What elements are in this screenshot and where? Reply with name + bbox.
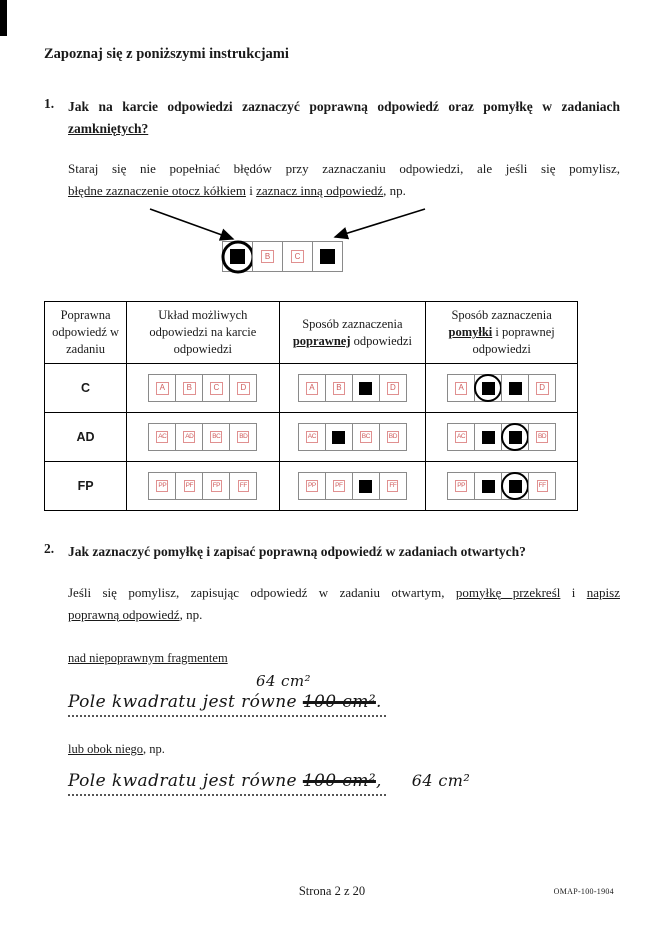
answer-cell [202,374,230,402]
answer-strip [447,374,556,402]
answer-cell [447,423,475,451]
answer-option-label: FF [537,480,548,493]
answer-strip [148,423,257,451]
section-2-paragraph [68,582,620,626]
answer-strip [298,374,407,402]
answer-option-label: PP [306,480,318,493]
answer-cell [222,241,253,272]
answer-cell [298,374,326,402]
answer-strip [447,472,556,500]
answer-option-label: FP [211,480,223,493]
answer-cell [474,423,502,451]
answer-option-label: AC [156,431,168,444]
crossed-out-value: 100 cm² [302,770,376,791]
mistake-circle-icon [501,423,529,451]
item-2-number: 2. [44,541,55,556]
answer-key-cell: C [45,364,127,413]
crossed-out-value: 100 cm² [302,691,376,712]
answer-option-label: A [306,382,318,395]
answer-cell [229,423,257,451]
mistake-circle-icon [501,472,529,500]
answer-option-label: AC [306,431,318,444]
answer-key-cell: AD [45,413,127,462]
section-1-paragraph-line1: Staraj się nie popełniać błędów przy zaznaczaniu odpowiedzi, ale jeśli się pomylisz, [68,161,620,177]
item-2-heading: Jak zaznaczyć pomyłkę i zapisać poprawną odpowiedź w zadaniach otwartych? [68,544,526,559]
punctuation: . [375,691,382,712]
paragraph-ending: , np. [383,183,406,199]
answer-option-label: D [237,382,250,395]
answer-option-label: PP [455,480,467,493]
label-above-fragment: nad niepoprawnym fragmentem [68,650,228,665]
answer-cell [325,374,353,402]
answer-option-label: BC [360,431,372,444]
filled-mark-icon [359,480,372,493]
answer-option-label: AD [183,431,195,444]
answer-cell [252,241,283,272]
section-2-paragraph-line2 [68,607,202,622]
section-1-paragraph [68,158,620,202]
answer-option-label: D [387,382,400,395]
punctuation: , [375,770,382,791]
underlined-phrase-correct-answer: poprawną odpowiedź [68,606,180,622]
item-1-heading [68,96,620,139]
answer-option-label: PP [156,480,168,493]
mistake-strip-cell [426,462,578,511]
answer-cell [298,472,326,500]
item-1-heading-line1: Jak na karcie odpowiedzi zaznaczyć poprawną odpowiedź oraz pomyłkę w zadaniach [68,99,620,114]
answer-cell [312,241,343,272]
answer-cell [447,472,475,500]
answer-cell [379,374,407,402]
filled-mark-icon [482,431,495,444]
header-mistake-marking: Sposób zaznaczenia pomyłki i poprawnej odpowiedzi [426,302,578,364]
answer-option-label: BD [536,431,548,444]
answer-cell [229,374,257,402]
conjunction: i [245,183,257,199]
header-correct-answer: Poprawna odpowiedź w zadaniu [45,302,127,364]
answer-option-label: A [156,382,168,395]
answer-cell [528,423,556,451]
answer-option-label: AC [455,431,467,444]
layout-strip-cell [127,413,279,462]
handwritten-text: Pole kwadratu jest równe [68,691,303,712]
conjunction: i [560,584,587,600]
answer-strip [298,472,407,500]
answer-option-label: PF [333,480,345,493]
underlined-phrase-circle-mistake: błędne zaznaczenie otocz kółkiem [68,183,246,199]
answer-cell [148,472,176,500]
answer-option-label: FF [238,480,249,493]
page-footer [0,884,664,904]
filled-mark-icon [359,382,372,395]
instruction-item-2 [44,541,620,563]
answer-cell [148,423,176,451]
table-row [45,413,578,462]
correct-strip-cell [279,413,426,462]
underlined-phrase-mark-other: zaznacz inną odpowiedź [256,183,384,199]
emphasized-word-correct: poprawnej [292,333,351,348]
paragraph-ending: , np. [179,606,203,622]
answer-cell [325,423,353,451]
answer-option-label: A [455,382,467,395]
mistake-circle-icon [221,240,254,273]
marking-instructions-table [44,301,578,511]
answer-option-label: B [183,382,195,395]
answer-strip [148,472,257,500]
filled-mark-icon [509,382,522,395]
page-content [44,46,620,796]
table-row [45,462,578,511]
answer-cell [528,374,556,402]
answer-option-label: BD [387,431,399,444]
section-2-paragraph-line1: Jeśli się pomylisz, zapisując odpowiedź w zadaniu otwartym, pomyłkę przekreśl i napisz [68,584,620,600]
answer-cell [148,374,176,402]
answer-strip [447,423,556,451]
answer-cell [202,472,230,500]
filled-mark-icon [332,431,345,444]
item-1-heading-underlined: zamkniętych? [68,120,149,136]
answer-strip [298,423,407,451]
handwritten-sentence-2 [68,771,620,796]
answer-option-label: D [536,382,549,395]
answer-option-label: C [210,382,223,395]
answer-option-label: BC [210,431,222,444]
table-row [45,364,578,413]
handwritten-text: Pole kwadratu jest równe [68,770,303,791]
emphasized-word-mistake: pomyłki [448,325,493,340]
correct-strip-cell [279,462,426,511]
handwritten-correction-beside: 64 cm² [411,770,471,790]
pointer-arrows-icon [134,207,474,245]
scan-edge-mark [0,0,7,36]
table-header-row [45,302,578,364]
answer-cell [474,472,502,500]
answer-cell [501,423,529,451]
answer-cell [175,374,203,402]
answer-cell [528,472,556,500]
answer-cell [474,374,502,402]
answer-option-label: BD [237,431,249,444]
answer-option-label: FF [387,480,398,493]
handwritten-correction-above: 64 cm² [256,671,311,690]
answer-cell [352,472,380,500]
answer-cell [352,374,380,402]
section-1-paragraph-line2 [68,183,406,198]
answer-option-label: B [333,382,345,395]
layout-strip-cell [127,462,279,511]
answer-cell [501,374,529,402]
answer-key-cell: FP [45,462,127,511]
header-answer-layout: Układ możliwych odpowiedzi na karcie odpowiedzi [127,302,279,364]
answer-cell [501,472,529,500]
label-beside-fragment: lub obok niego, np. [68,741,165,756]
item-1-number: 1. [44,96,55,111]
marking-example-figure [44,207,620,285]
handwritten-sentence-1 [68,692,620,717]
example-answer-strip [222,241,343,272]
document-code: OMAP-100-1904 [553,885,614,897]
correct-strip-cell [279,364,426,413]
answer-cell [298,423,326,451]
filled-mark-icon [482,480,495,493]
answer-strip [148,374,257,402]
instruction-item-1 [44,96,620,139]
layout-strip-cell [127,364,279,413]
answer-cell [379,423,407,451]
answer-option-label: B [261,250,273,263]
answer-cell [229,472,257,500]
underlined-phrase-cross-out: pomyłkę przekreśl [455,584,561,600]
mistake-circle-icon [474,374,502,402]
answer-cell [202,423,230,451]
mistake-strip-cell [426,364,578,413]
answer-cell [175,472,203,500]
answer-option-label: C [291,250,304,263]
underlined-word-write: napisz [586,584,620,600]
answer-cell [352,423,380,451]
answer-cell [379,472,407,500]
filled-mark-icon [320,249,335,264]
mistake-strip-cell [426,413,578,462]
answer-cell [175,423,203,451]
answer-option-label: PF [184,480,196,493]
page-title: Zapoznaj się z poniższymi instrukcjami [44,46,289,62]
header-correct-marking: Sposób zaznaczenia poprawnej odpowiedzi [279,302,426,364]
answer-cell [282,241,313,272]
answer-cell [447,374,475,402]
page-number: Strona 2 z 20 [298,884,366,898]
answer-cell [325,472,353,500]
